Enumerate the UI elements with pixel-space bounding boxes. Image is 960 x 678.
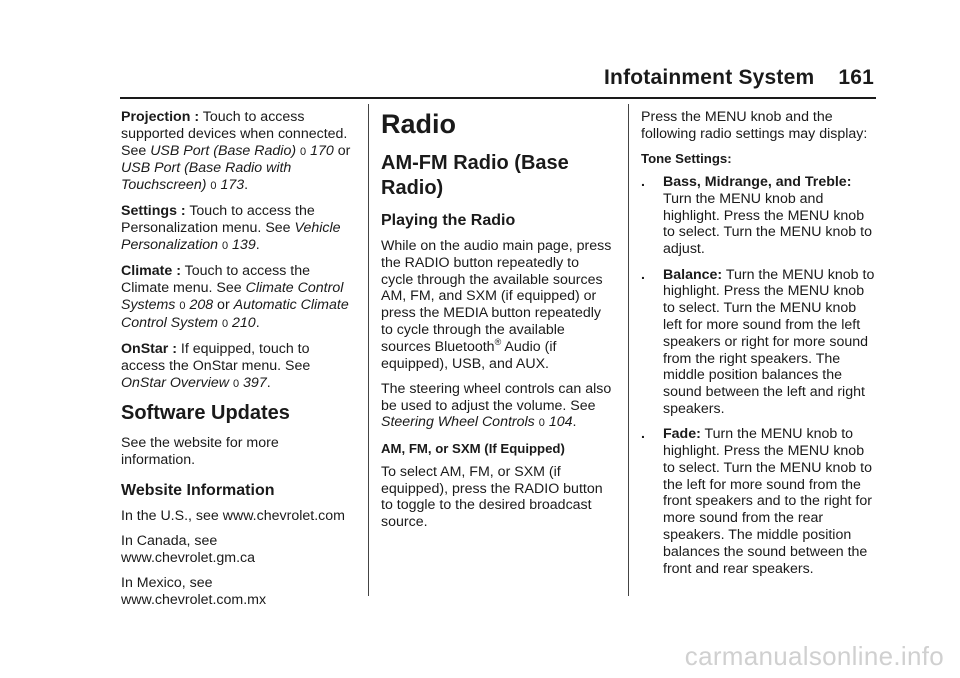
amfmsxm-paragraph: To select AM, FM, or SXM (if equipped), press the RADIO button to toggle to the desired broadcast source.	[381, 463, 603, 531]
page-number: 161	[838, 66, 874, 89]
steering-paragraph: The steering wheel controls can also be used to adjust the volume. See Steering Wheel Controls 0 104.	[381, 380, 612, 431]
column-1	[121, 109, 355, 618]
onstar-term: OnStar :	[121, 341, 177, 358]
page-ref-arrow-icon: 0	[179, 299, 186, 312]
xref-onstar-overview[interactable]: OnStar Overview	[121, 374, 230, 391]
software-updates-text: See the website for more information.	[121, 435, 279, 469]
section-title: Infotainment System	[604, 66, 815, 89]
bullet-dot: .	[641, 426, 645, 443]
website-us: In the U.S., see www.chevrolet.com	[121, 508, 345, 525]
settings-term: Settings :	[121, 203, 186, 220]
registered-mark: ®	[494, 336, 502, 347]
xref-climate-control[interactable]: Climate Control Systems	[121, 280, 344, 313]
software-updates-heading: Software Updates	[121, 402, 290, 425]
amfm-heading: AM-FM Radio (Base Radio)	[381, 152, 569, 199]
amfmsxm-heading: AM, FM, or SXM (If Equipped)	[381, 440, 565, 456]
onstar-paragraph: OnStar : If equipped, touch to access the OnStar menu. See OnStar Overview 0 397.	[121, 341, 311, 391]
column-3	[641, 109, 875, 586]
page-ref-arrow-icon: 0	[221, 240, 229, 253]
xref-vehicle-personalization[interactable]: Vehicle Personalization	[121, 220, 341, 254]
website-mexico: In Mexico, see www.chevrolet.com.mx	[121, 575, 267, 609]
climate-term: Climate :	[121, 263, 181, 280]
xref-auto-climate[interactable]: Automatic Climate Control System	[121, 296, 349, 331]
climate-paragraph: Climate : Touch to access the Climate menu. See Climate Control Systems 0 208 or Automatic Climate Control System 0 210.	[121, 263, 349, 331]
playing-heading: Playing the Radio	[381, 212, 516, 229]
header-rule	[120, 97, 876, 99]
tone-settings-heading: Tone Settings:	[641, 151, 732, 167]
menu-intro: Press the MENU knob and the following radio settings may display:	[641, 109, 868, 142]
radio-heading: Radio	[381, 109, 457, 139]
projection-paragraph: Projection : Touch to access supported devices when connected. See USB Port (Base Radio) 0 170 or USB Port (Base Radio with Touchscreen) 0 173.	[121, 109, 351, 194]
list-item: . Balance: Turn the MENU knob to highlight. Press the MENU knob to select. Turn the MENU knob left for more sound from the left speakers or right for more sound from the right speakers. The middle position balances the sound between the left and right speakers.	[641, 266, 875, 417]
xref-usb-base[interactable]: USB Port (Base Radio)	[150, 142, 297, 159]
page-ref-arrow-icon: 0	[232, 377, 240, 390]
column-divider-1	[368, 104, 369, 596]
column-2	[381, 109, 615, 539]
list-item: . Bass, Midrange, and Treble: Turn the MENU knob and highlight. Press the MENU knob to select. Turn the MENU knob to adjust.	[641, 174, 872, 258]
settings-paragraph: Settings : Touch to access the Personalization menu. See Vehicle Personalization 0 139.	[121, 203, 341, 254]
playing-paragraph: While on the audio main page, press the RADIO button repeatedly to cycle through the available sources AM, FM, and SXM (if equipped) or press the MEDIA button repeatedly to cycle through the available sources Bluetooth® Audio (if equipped), USB, and AUX.	[381, 238, 612, 372]
xref-usb-touchscreen[interactable]: USB Port (Base Radio with Touchscreen)	[121, 160, 292, 194]
page-ref-arrow-icon: 0	[300, 145, 307, 158]
page-ref-arrow-icon: 0	[221, 317, 229, 330]
website-canada: In Canada, see www.chevrolet.gm.ca	[121, 533, 256, 567]
page-header	[604, 66, 874, 90]
xref-steering-wheel[interactable]: Steering Wheel Controls	[381, 414, 535, 431]
page-ref-arrow-icon: 0	[210, 180, 217, 193]
column-divider-2	[628, 104, 629, 596]
watermark: carmanualsonline.info	[684, 641, 944, 671]
bullet-dot: .	[641, 174, 645, 191]
list-item: . Fade: Turn the MENU knob to highlight. Press the MENU knob to select. Turn the MENU knob to the left for more sound from the front speakers and to the right for more sound from the rear speakers. The middle position balances the sound between the front and rear speakers.	[641, 426, 872, 577]
website-info-heading: Website Information	[121, 482, 275, 500]
bullet-dot: .	[641, 266, 645, 283]
projection-term: Projection :	[121, 109, 200, 125]
page-ref-arrow-icon: 0	[538, 417, 545, 430]
